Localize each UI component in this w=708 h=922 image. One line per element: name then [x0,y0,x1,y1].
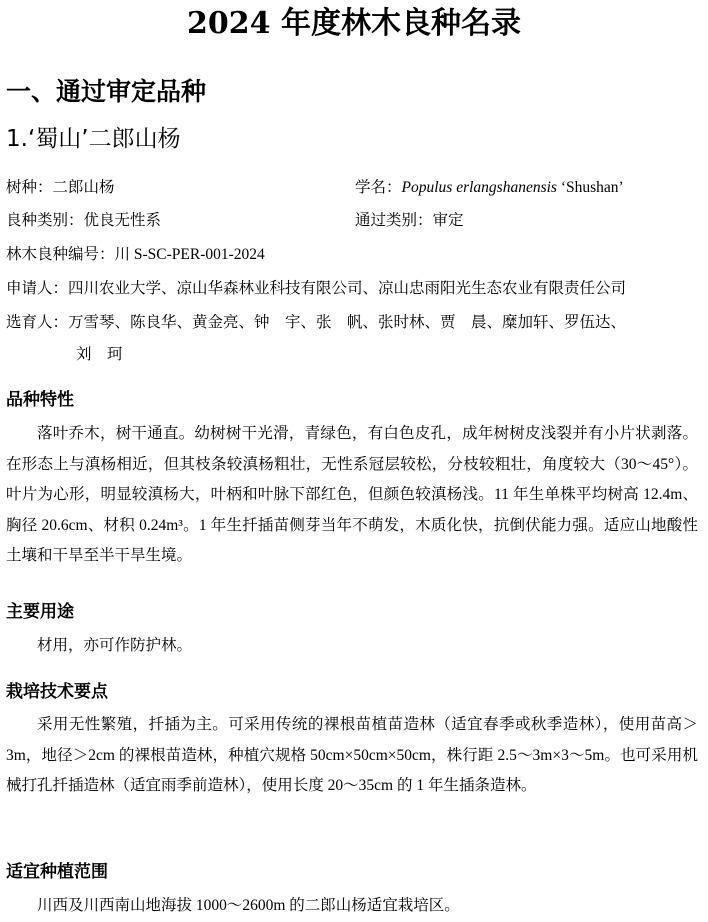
applicant-field [6,277,626,299]
uses-paragraph: 材用，亦可作防护林。 [37,637,193,654]
applicant-value: 四川农业大学、凉山华森林业科技有限公司、凉山忠雨阳光生态农业有限责任公司 [68,279,627,297]
breeders-field [6,311,626,333]
species-label: 树种： [6,178,53,196]
approval-type-value: 审定 [432,211,464,229]
cultivation-heading: 栽培技术要点 [6,682,108,702]
scientific-name-label: 学名： [355,178,402,196]
code-field [6,243,265,266]
uses-heading: 主要用途 [6,602,74,622]
breeders-line-1: 万雪琴、陈良华、黄金亮、钟 宇、张 帆、张时林、贾 晨、糜加轩、罗伍达、 [68,313,627,331]
document-title: 2024 年度林木良种名录 [187,6,521,41]
scientific-name-cultivar: ‘Shushan’ [556,179,624,196]
species-value: 二郎山杨 [52,178,115,196]
range-paragraph: 川西及川西南山地海拔 1000～2600m 的二郎山杨适宜栽培区。 [37,897,460,914]
variety-heading: 1.‘蜀山’二郎山杨 [6,126,181,152]
cultivation-paragraph: 采用无性繁殖，扦插为主。可采用传统的裸根苗植苗造林（适宜春季或秋季造林），使用苗高＞3m，地径＞2cm 的裸根苗造林，种植穴规格 50cm×50cm×50cm，株行距 2.5～3m×3～5m。也可采用机械打孔扦插造林（适宜雨季前造林），使用长度 20～35cm 的 1 年生插条造林。 [6,716,698,794]
category-label: 良种类别： [6,211,84,229]
range-heading: 适宜种植范围 [6,862,108,882]
code-value: 川 S-SC-PER-001-2024 [114,246,265,263]
category-field [6,209,161,231]
scientific-name-field [355,176,624,199]
approval-type-label: 通过类别： [355,211,433,229]
applicant-label: 申请人： [6,279,69,297]
scientific-name-italic: Populus erlangshanensis [401,179,557,196]
traits-heading: 品种特性 [6,390,74,410]
category-value: 优良无性系 [83,211,162,229]
breeders-label: 选育人： [6,313,69,331]
code-label: 林木良种编号： [6,245,115,263]
traits-paragraph: 落叶乔木，树干通直。幼树树干光滑，青绿色，有白色皮孔，成年树树皮浅裂并有小片状剥落。在形态上与滇杨相近，但其枝条较滇杨粗壮，无性系冠层较松，分枝较粗壮，角度较大（30～45°）。叶片为心形，明显较滇杨大，叶柄和叶脉下部红色，但颜色较滇杨浅。11 年生单株平均树高 12.4m、胸径 20.6cm、材积 0.24m³。1 年生扦插苗侧芽当年不萌发，木质化快，抗倒伏能力强。适应山地酸性土壤和干旱至半干旱生境。 [6,425,698,564]
breeders-line-2: 刘 珂 [76,345,123,363]
section-heading: 一、通过审定品种 [6,77,207,106]
approval-type-field [355,209,464,231]
species-field [6,176,115,198]
